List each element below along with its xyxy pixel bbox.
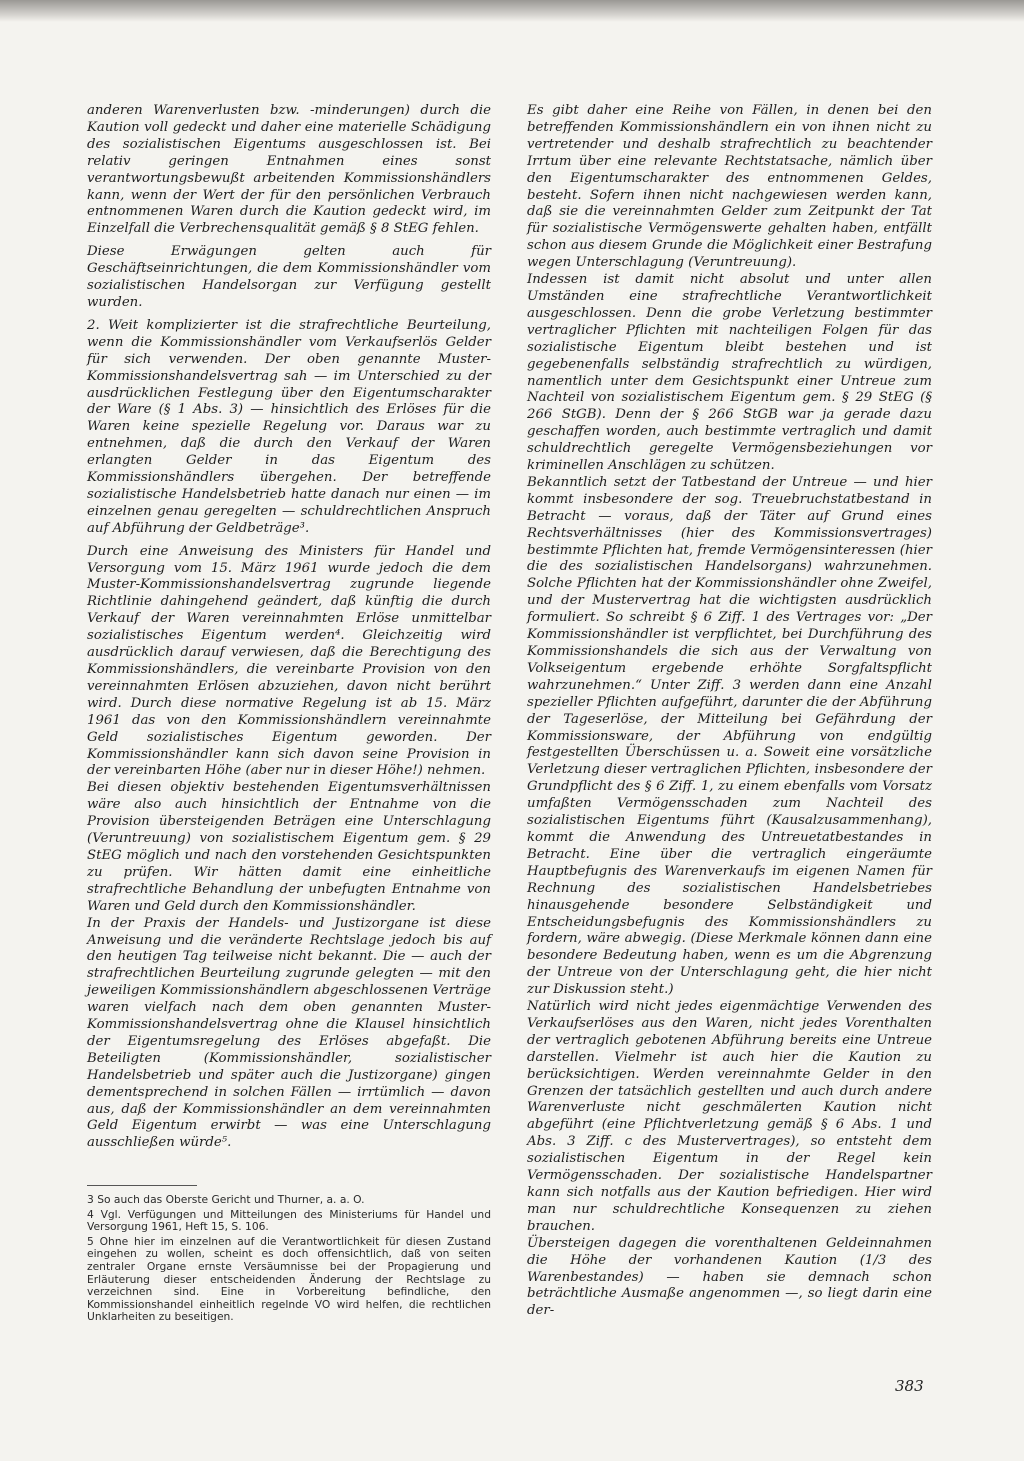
paragraph: Es gibt daher eine Reihe von Fällen, in denen bei den betreffenden Kommissionshändlern ein von ihnen nicht zu vertretender und deshalb strafrechtlich zu beachtender Irrtum über eine relevante Rechtstatsache, nämlich über den Eigentumscharakter des entnommenen Geldes, besteht. Sofern ihnen nicht nachgewiesen werden kann, daß sie die vereinnahmten Gelder zum Zeitpunkt der Tat für sozialistische Vermögenswerte gehalten haben, entfällt schon aus diesem Grunde die Möglichkeit einer Bestrafung wegen Unterschlagung (Veruntreuung). (527, 103, 932, 271)
footnote-rule (87, 1185, 197, 1186)
paragraph: Bekanntlich setzt der Tatbestand der Untreue — und hier kommt insbesondere der sog. Treuebruchstatbestand in Betracht — voraus, daß der Täter auf Grund eines Rechtsverhältnisses (hier des Kommissionsvertrages) bestimmte Pflichten hat, fremde Vermögensinteressen (hier die des sozialistischen Handelsorgans) wahrzunehmen. Solche Pflichten hat der Kommissionshändler ohne Zweifel, und der Mustervertrag hat die wichtigsten ausdrücklich formuliert. So schreibt § 6 Ziff. 1 des Vertrages vor: „Der Kommissionshändler ist verpflichtet, bei Durchführung des Kommissionshandels die sich aus der Verwaltung von Volkseigentum ergebende erhöhte Sorgfaltspflicht wahrzunehmen.“ Unter Ziff. 3 werden dann eine Anzahl spezieller Pflichten aufgeführt, darunter die der Abführung der Tageserlöse, der Mitteilung bei Gefährdung der Kommissionsware, der Abführung von endgültig festgestellten Überschüssen u. a. Soweit eine vorsätzliche Verletzung dieser vertraglichen Pflichten, insbesondere der Grundpflicht des § 6 Ziff. 1, zu einem ebenfalls vom Vorsatz umfaßten Vermögensschaden zum Nachteil des sozialistischen Eigentums führt (Kausalzusammenhang), kommt die Anwendung des Untreuetatbestandes in Betracht. Eine über die vertraglich eingeräumte Hauptbefugnis des Warenverkaufs im eigenen Namen für Rechnung des sozialistischen Handelsbetriebes hinausgehende besondere Selbständigkeit und Entscheidungsbefugnis des Kommissionshändlers zu fordern, wäre abwegig. (Diese Merkmale können dann eine besondere Bedeutung haben, wenn es um die Abgrenzung der Untreue von der Unterschlagung geht, die hier nicht zur Diskussion steht.) (527, 474, 932, 998)
footnote: 4 Vgl. Verfügungen und Mitteilungen des Ministeriums für Handel und Versorgung 1961, Heft 15, S. 106. (87, 1207, 491, 1234)
paragraph: Übersteigen dagegen die vorenthaltenen Geldeinnahmen die Höhe der vorhandenen Kaution (1/3 des Warenbestandes) — haben sie demnach schon beträchtliche Ausmaße angenommen —, so liegt darin eine der- (527, 1235, 932, 1319)
page-number: 383 (895, 1377, 924, 1395)
right-text-column (527, 103, 932, 1320)
paragraph: Bei diesen objektiv bestehenden Eigentumsverhältnissen wäre also auch hinsichtlich der Entnahme von die Provision übersteigenden Beträgen eine Unterschlagung (Veruntreuung) von sozialistischem Eigentum gem. § 29 StEG möglich und nach den vorstehenden Gesichtspunkten zu prüfen. Wir hätten damit eine einheitliche strafrechtliche Behandlung der unbefugten Entnahme von Waren und Geld durch den Kommissionshändler. (87, 780, 491, 914)
footnotes (87, 1185, 491, 1326)
paragraph: In der Praxis der Handels- und Justizorgane ist diese Anweisung und die veränderte Rechtslage jedoch bis auf den heutigen Tag teilweise nicht bekannt. Die — auch der strafrechtlichen Beurteilung zugrunde gelegten — mit den jeweiligen Kommissionshändlern abgeschlossenen Verträge waren vielfach nach dem oben genannten Muster-Kommissionshandelsvertrag ohne die Klausel hinsichtlich der Eigentumsregelung des Erlöses abgefaßt. Die Beteiligten (Kommissionshändler, sozialistischer Handelsbetrieb und später auch die Justizorgane) gingen dementsprechend in solchen Fällen — irrtümlich — davon aus, daß der Kommissionshändler an dem vereinnahmten Geld Eigentum erwirbt — was eine Unterschlagung ausschließen würde⁵. (87, 915, 491, 1151)
paragraph: 2. Weit komplizierter ist die strafrechtliche Beurteilung, wenn die Kommissionshändler vom Verkaufserlös Gelder für sich verwenden. Der oben genannte Muster-Kommissionshandelsvertrag sah — im Unterschied zu der ausdrücklichen Festlegung über den Eigentumscharakter der Ware (§ 1 Abs. 3) — hinsichtlich des Erlöses für die Waren keine spezielle Regelung vor. Daraus war zu entnehmen, daß die durch den Verkauf der Waren erlangten Gelder in das Eigentum des Kommissionshändlers übergehen. Der betreffende sozialistische Handelsbetrieb hatte danach nur einen — im einzelnen genau geregelten — schuldrechtlichen Anspruch auf Abführung der Geldbeträge³. (87, 317, 491, 536)
paragraph: anderen Warenverlusten bzw. -minderungen) durch die Kaution voll gedeckt und daher eine materielle Schädigung des sozialistischen Eigentums ausgeschlossen ist. Bei relativ geringen Entnahmen eines sonst verantwortungsbewußt arbeitenden Kommissionshändlers kann, wenn der Wert der für den persönlichen Verbrauch entnommenen Waren durch die Kaution gedeckt wird, im Einzelfall die Verbrechensqualität gemäß § 8 StEG fehlen. (87, 103, 491, 237)
paragraph: Indessen ist damit nicht absolut und unter allen Umständen eine strafrechtliche Verantwortlichkeit ausgeschlossen. Denn die grobe Verletzung bestimmter vertraglicher Pflichten mit nachteiligen Folgen für das sozialistische Eigentum bleibt bestehen und ist gegebenenfalls selbständig strafrechtlich zu würdigen, namentlich unter dem Gesichtspunkt einer Untreue zum Nachteil von sozialistischem Eigentum gem. § 29 StEG (§ 266 StGB). Denn der § 266 StGB war ja gerade dazu geschaffen worden, auch bestimmte vertraglich und damit schuldrechtlich geregelte Vermögensbeziehungen vor kriminellen Anschlägen zu schützen. (527, 272, 932, 474)
paragraph: Natürlich wird nicht jedes eigenmächtige Verwenden des Verkaufserlöses aus den Waren, nicht jedes Vorenthalten der vertraglich gebotenen Abführung bereits eine Untreue darstellen. Vielmehr ist auch hier die Kaution zu berücksichtigen. Werden vereinnahmte Gelder in den Grenzen der tatsächlich gestellten und auch durch andere Warenverluste nicht geschmälerten Kaution nicht abgeführt (eine Pflichtverletzung gemäß § 6 Abs. 1 und Abs. 3 Ziff. c des Mustervertrages), so entsteht dem sozialistischen Eigentum in der Regel kein Vermögensschaden. Der sozialistische Handelspartner kann sich notfalls aus der Kaution befriedigen. Hier wird man nur schuldrechtliche Konsequenzen zu ziehen brauchen. (527, 999, 932, 1234)
paragraph: Durch eine Anweisung des Ministers für Handel und Versorgung vom 15. März 1961 wurde jedoch die dem Muster-Kommissionshandelsvertrag zugrunde liegende Richtlinie dahingehend geändert, daß künftig die durch Verkauf der Waren vereinnahmten Erlöse unmittelbar sozialistisches Eigentum werden⁴. Gleichzeitig wird ausdrücklich darauf verwiesen, daß die Berechtigung des Kommissionshändlers, die vereinbarte Provision von den vereinnahmten Erlösen abzuziehen, davon nicht berührt wird. Durch diese normative Regelung ist ab 15. März 1961 das von den Kommissionshändlern vereinnahmte Geld sozialistisches Eigentum geworden. Der Kommissionshändler kann sich davon seine Provision in der vereinbarten Höhe (aber nur in dieser Höhe!) nehmen. (87, 543, 491, 779)
left-text-column (87, 103, 491, 1158)
footnote: 3 So auch das Oberste Gericht und Thurner, a. a. O. (87, 1193, 365, 1206)
paragraph: Diese Erwägungen gelten auch für Geschäftseinrichtungen, die dem Kommissionshändler vom sozialistischen Handelsorgan zur Verfügung gestellt wurden. (87, 244, 491, 310)
scan-edge-shadow (0, 0, 1024, 22)
footnote: 5 Ohne hier im einzelnen auf die Verantwortlichkeit für diesen Zustand eingehen zu wollen, scheint es doch offensichtlich, daß von seiten zentraler Organe ernste Versäumnisse bei der Propagierung und Erläuterung dieser entscheidenden Änderung der Rechtslage zu verzeichnen sind. Eine in Vorbereitung befindliche, den Kommissionshandel einheitlich regelnde VO wird helfen, die rechtlichen Unklarheiten zu beseitigen. (87, 1234, 491, 1324)
